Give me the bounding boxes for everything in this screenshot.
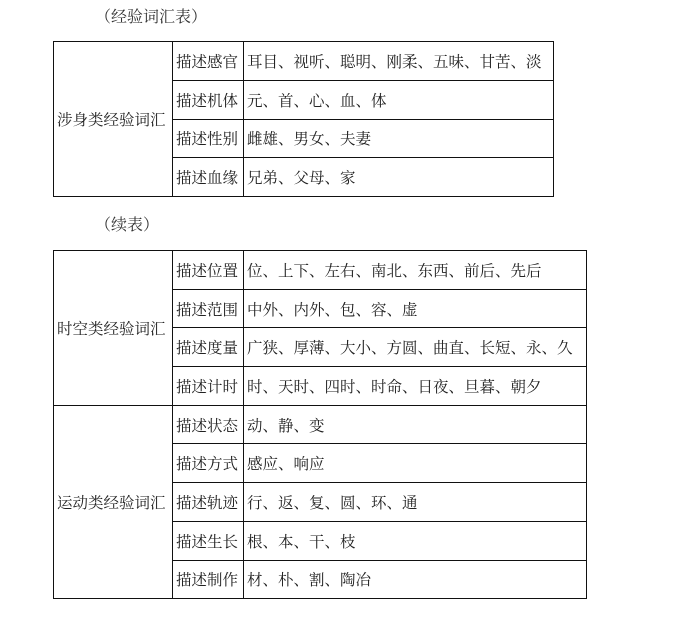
subcategory-cell: 描述血缘 <box>173 158 244 197</box>
table-row <box>54 42 554 81</box>
category-cell: 时空类经验词汇 <box>54 251 173 406</box>
words-cell: 元、首、心、血、体 <box>244 80 554 119</box>
subcategory-cell: 描述位置 <box>173 251 244 290</box>
subcategory-cell: 描述制作 <box>173 560 244 599</box>
subcategory-cell: 描述感官 <box>173 42 244 81</box>
subcategory-cell: 描述性别 <box>173 119 244 158</box>
words-cell: 中外、内外、包、容、虚 <box>244 289 587 328</box>
words-cell: 材、朴、割、陶冶 <box>244 560 587 599</box>
subcategory-cell: 描述范围 <box>173 289 244 328</box>
words-cell: 兄弟、父母、家 <box>244 158 554 197</box>
table-caption-continued: （续表） <box>95 215 160 234</box>
words-cell: 耳目、视听、聪明、刚柔、五味、甘苦、淡 <box>244 42 554 81</box>
category-cell: 涉身类经验词汇 <box>54 42 173 197</box>
subcategory-cell: 描述机体 <box>173 80 244 119</box>
subcategory-cell: 描述状态 <box>173 405 244 444</box>
table-row <box>54 251 587 290</box>
words-cell: 时、天时、四时、时命、日夜、旦暮、朝夕 <box>244 367 587 406</box>
category-cell: 运动类经验词汇 <box>54 405 173 598</box>
words-cell: 动、静、变 <box>244 405 587 444</box>
experience-vocabulary-table <box>53 41 554 197</box>
table-caption-main: （经验词汇表） <box>95 7 208 26</box>
experience-vocabulary-table-continued <box>53 250 587 599</box>
words-cell: 根、本、干、枝 <box>244 521 587 560</box>
words-cell: 雌雄、男女、夫妻 <box>244 119 554 158</box>
words-cell: 位、上下、左右、南北、东西、前后、先后 <box>244 251 587 290</box>
subcategory-cell: 描述计时 <box>173 367 244 406</box>
table-row <box>54 405 587 444</box>
subcategory-cell: 描述生长 <box>173 521 244 560</box>
words-cell: 广狭、厚薄、大小、方圆、曲直、长短、永、久 <box>244 328 587 367</box>
subcategory-cell: 描述度量 <box>173 328 244 367</box>
words-cell: 感应、响应 <box>244 444 587 483</box>
subcategory-cell: 描述轨迹 <box>173 483 244 522</box>
subcategory-cell: 描述方式 <box>173 444 244 483</box>
words-cell: 行、返、复、圆、环、通 <box>244 483 587 522</box>
